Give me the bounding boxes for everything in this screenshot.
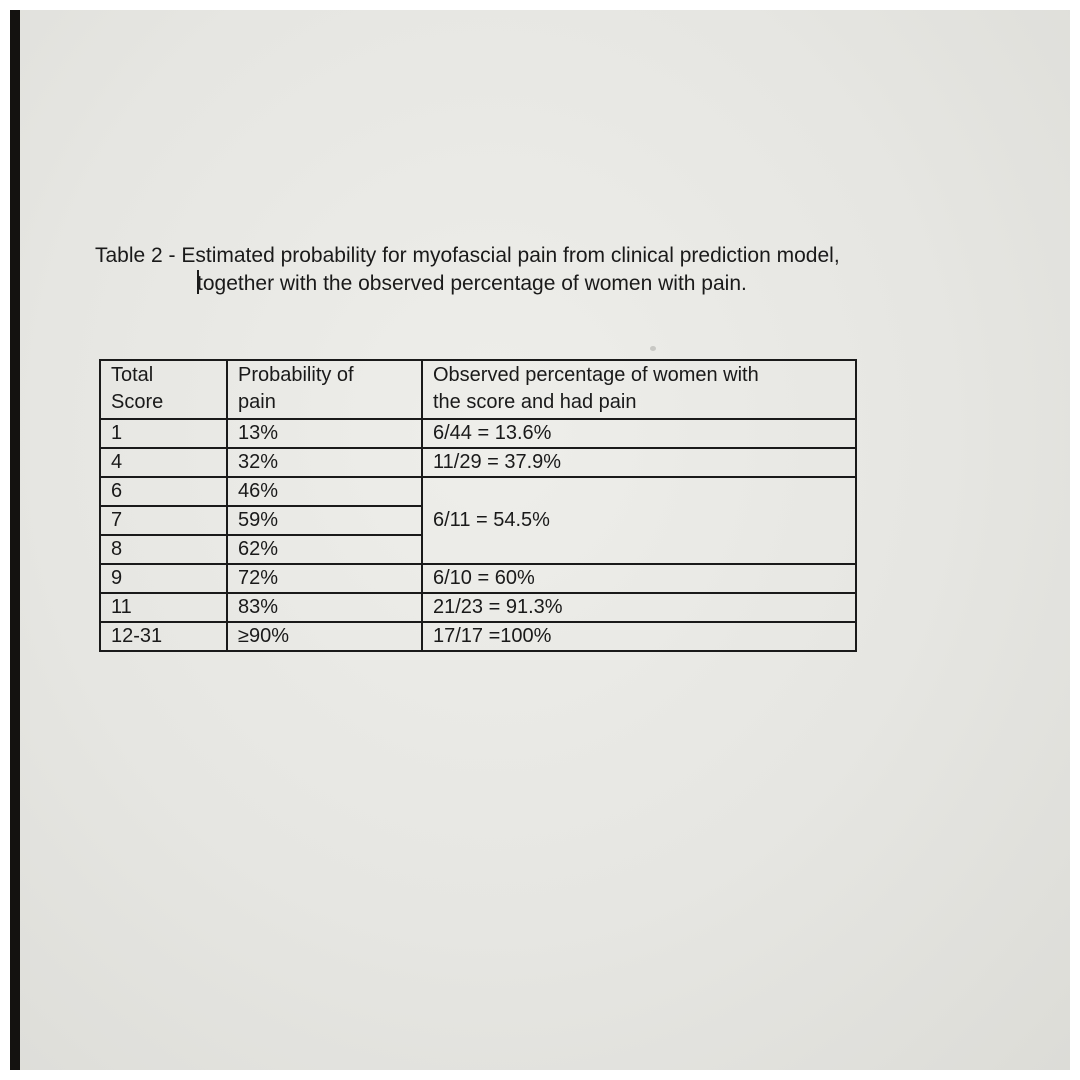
cell-observed: 17/17 =100% bbox=[422, 622, 856, 651]
cell-probability: 83% bbox=[227, 593, 422, 622]
table-row bbox=[100, 477, 856, 506]
cell-observed: 6/10 = 60% bbox=[422, 564, 856, 593]
screen-speck bbox=[650, 346, 656, 351]
cell-probability: 62% bbox=[227, 535, 422, 564]
cell-score: 9 bbox=[100, 564, 227, 593]
cell-observed: 21/23 = 91.3% bbox=[422, 593, 856, 622]
cell-score: 6 bbox=[100, 477, 227, 506]
header-row bbox=[100, 360, 856, 419]
cell-observed: 11/29 = 37.9% bbox=[422, 448, 856, 477]
monitor-bezel bbox=[10, 10, 20, 1070]
cell-score: 1 bbox=[100, 419, 227, 448]
cell-score: 12-31 bbox=[100, 622, 227, 651]
cell-score: 8 bbox=[100, 535, 227, 564]
cell-score: 11 bbox=[100, 593, 227, 622]
probability-table bbox=[99, 359, 857, 652]
cell-probability: 32% bbox=[227, 448, 422, 477]
header-total-score: Total Score bbox=[100, 360, 227, 419]
table-row bbox=[100, 593, 856, 622]
table-caption bbox=[95, 242, 975, 298]
cell-observed-merged: 6/11 = 54.5% bbox=[422, 477, 856, 564]
table-row bbox=[100, 564, 856, 593]
caption-line-1: Table 2 - Estimated probability for myofascial pain from clinical prediction model, bbox=[95, 244, 840, 267]
table-row bbox=[100, 419, 856, 448]
cell-score: 4 bbox=[100, 448, 227, 477]
cell-probability: 72% bbox=[227, 564, 422, 593]
table-row bbox=[100, 448, 856, 477]
header-probability: Probability of pain bbox=[227, 360, 422, 419]
table-row bbox=[100, 622, 856, 651]
cell-probability: 59% bbox=[227, 506, 422, 535]
cell-probability: 13% bbox=[227, 419, 422, 448]
header-observed: Observed percentage of women with the score and had pain bbox=[422, 360, 856, 419]
document-page bbox=[20, 10, 1070, 1070]
cell-score: 7 bbox=[100, 506, 227, 535]
cell-probability: 46% bbox=[227, 477, 422, 506]
cell-probability: ≥90% bbox=[227, 622, 422, 651]
caption-line-2: together with the observed percentage of women with pain. bbox=[197, 272, 747, 295]
cell-observed: 6/44 = 13.6% bbox=[422, 419, 856, 448]
